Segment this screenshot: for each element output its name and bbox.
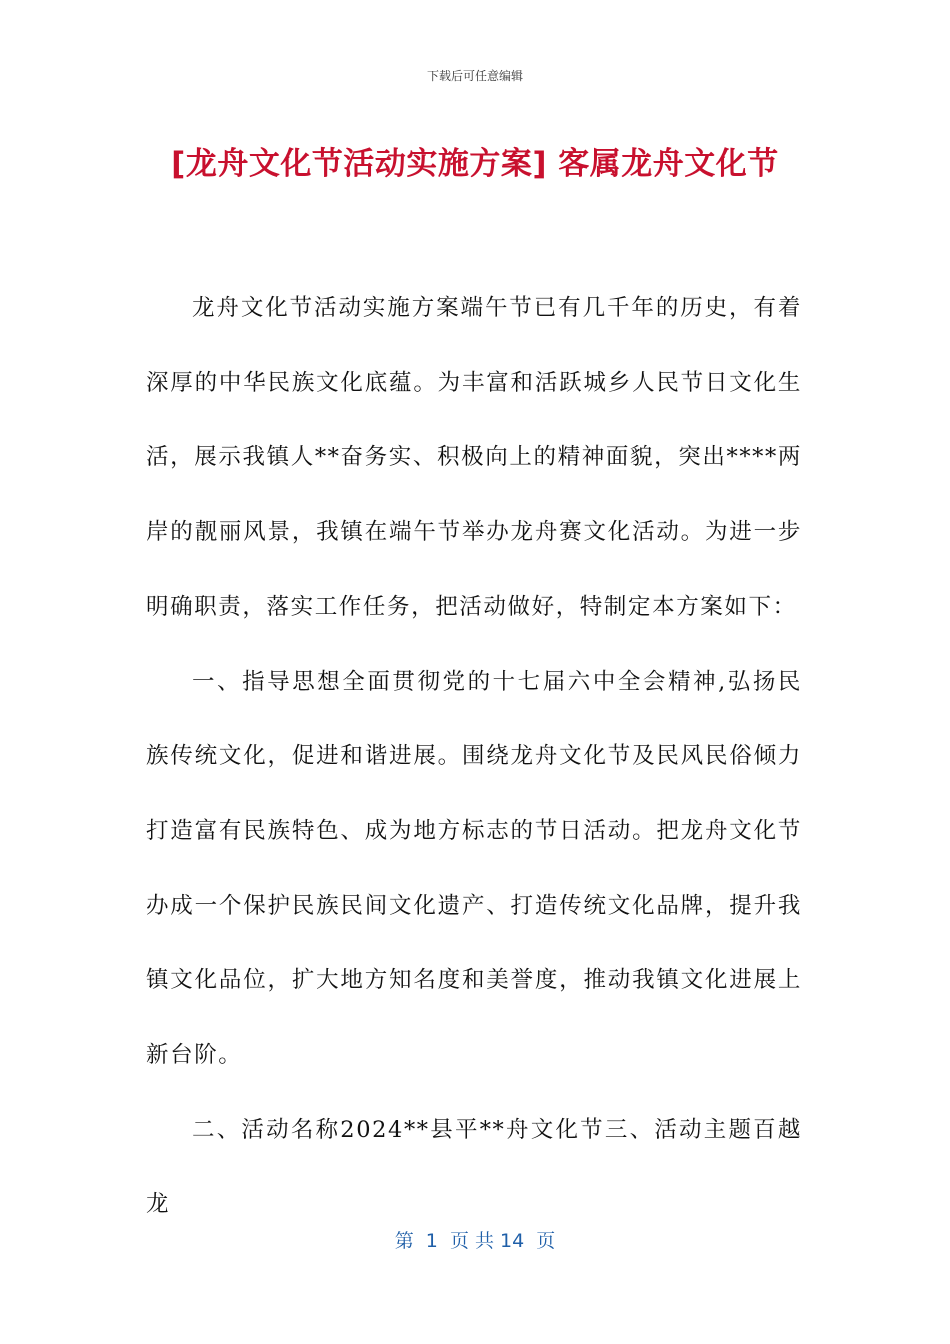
paragraph-intro: 龙舟文化节活动实施方案端午节已有几千年的历史，有着深厚的中华民族文化底蕴。为丰富和活跃城乡人民节日文化生活，展示我镇人**奋务实、积极向上的精神面貌，突出****两岸的靓丽风景，我镇在端午节举办龙舟赛文化活动。为进一步明确职责，落实工作任务，把活动做好，特制定本方案如下： <box>146 295 802 620</box>
document-title: [龙舟文化节活动实施方案] 客属龙舟文化节 <box>171 146 779 182</box>
header-note: 下载后可任意编辑 <box>426 69 523 83</box>
paragraph-activity-name: 二、活动名称2024**县平**舟文化节三、活动主题百越龙 <box>146 1116 802 1218</box>
page-number-footer: 第 1 页 共 14 页 <box>394 1230 556 1252</box>
paragraph-guiding-ideology: 一、指导思想全面贯彻党的十七届六中全会精神,弘扬民族传统文化，促进和谐进展。围绕龙舟文化节及民风民俗倾力打造富有民族特色、成为地方标志的节日活动。把龙舟文化节办成一个保护民族民间文化遗产、打造传统文化品牌，提升我镇文化品位，扩大地方知名度和美誉度，推动我镇文化进展上新台阶。 <box>146 668 802 1069</box>
document-body <box>146 271 802 1242</box>
